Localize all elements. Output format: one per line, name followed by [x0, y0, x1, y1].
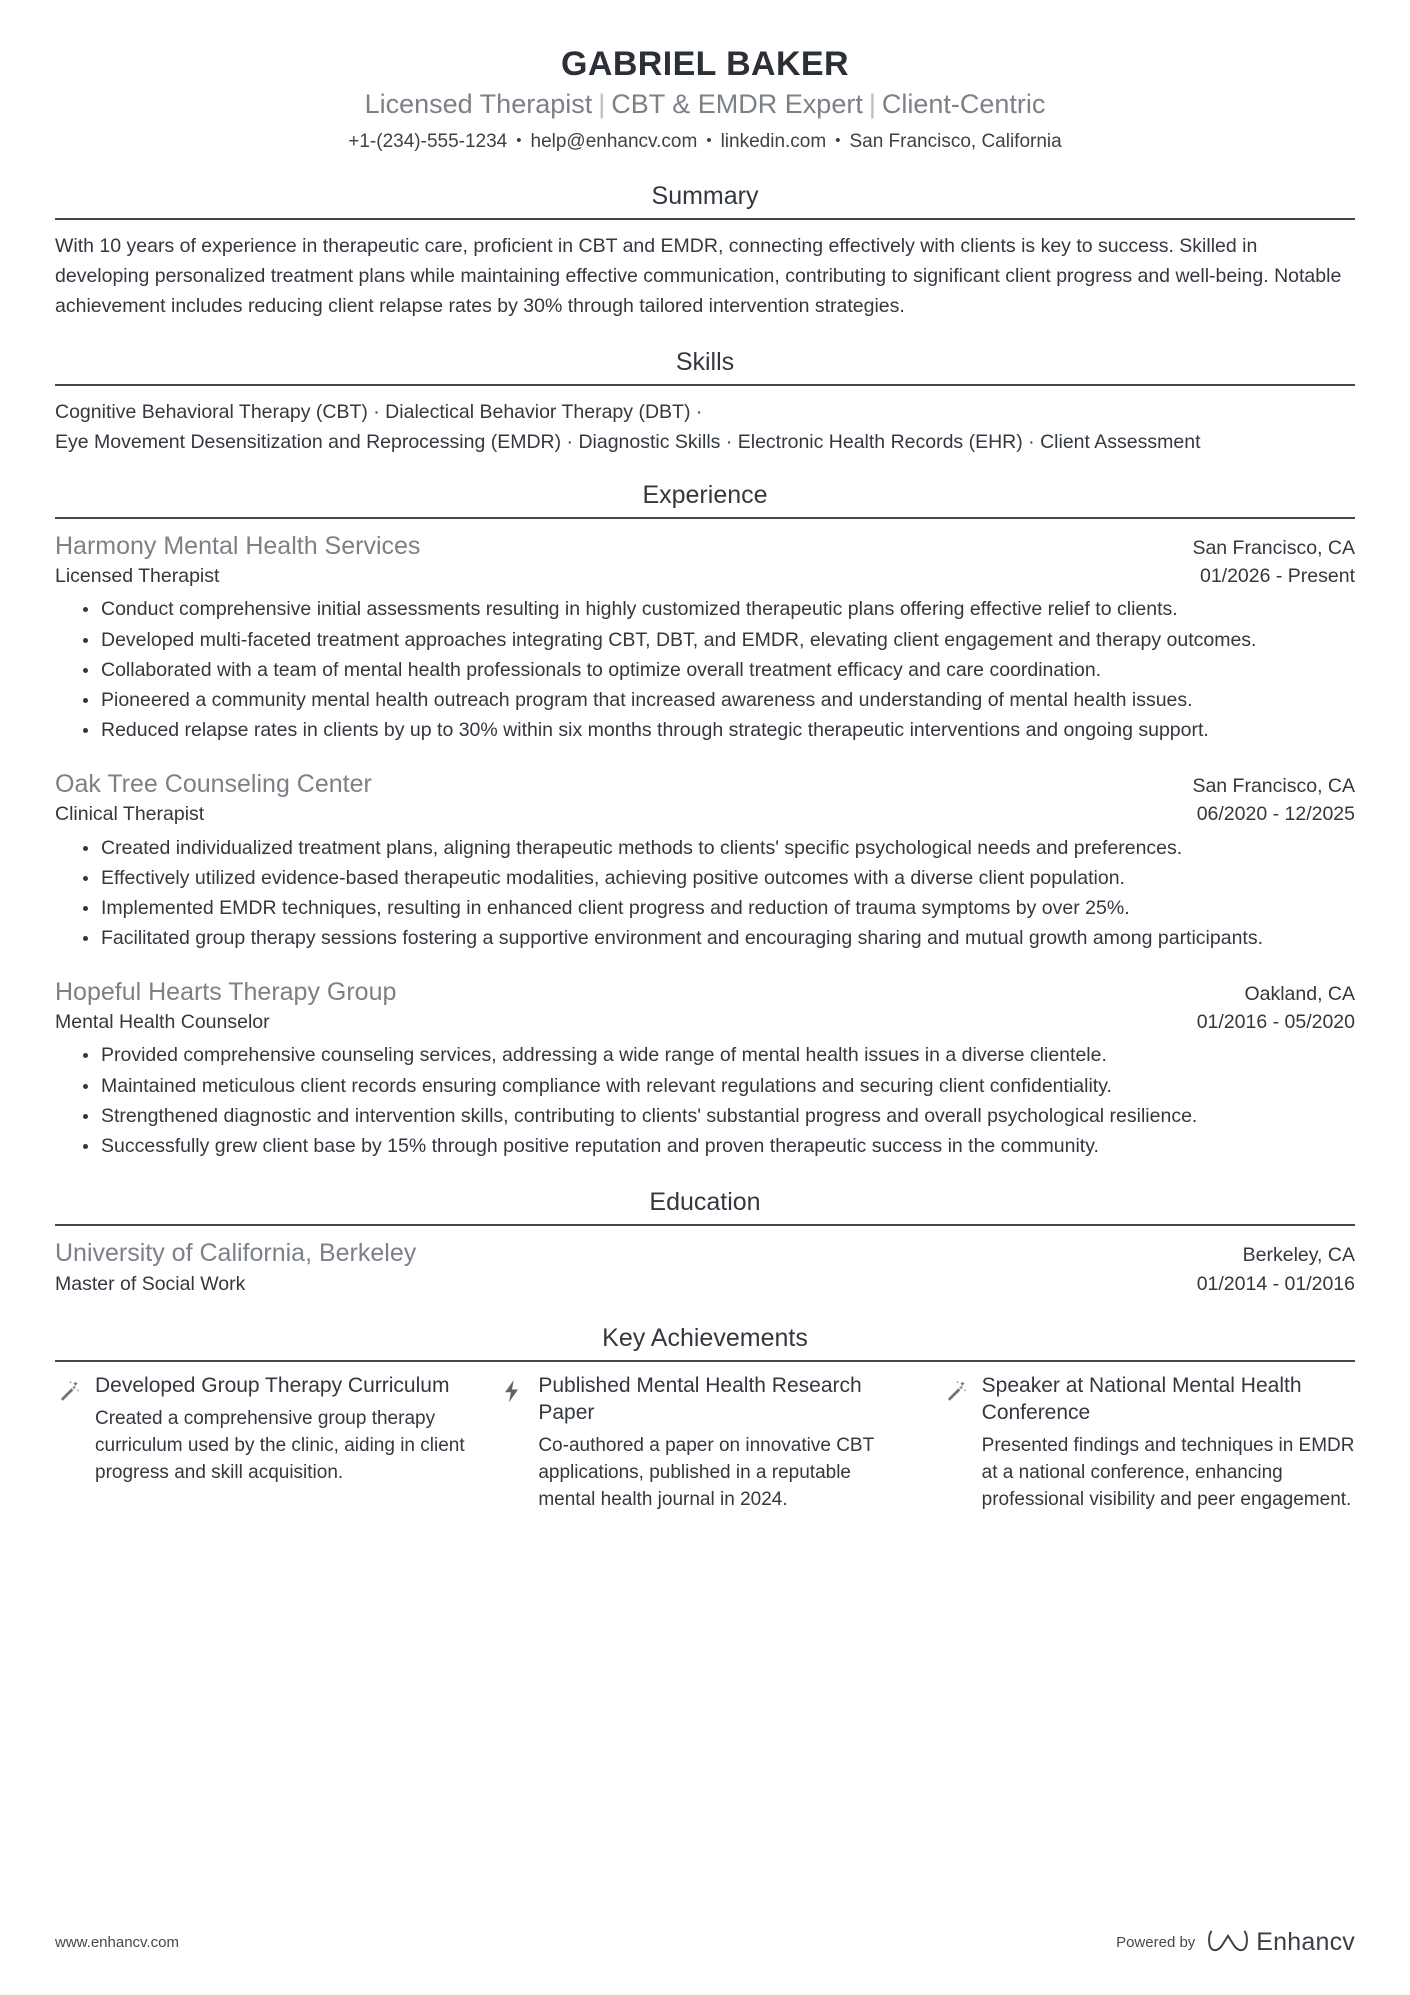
experience-dates: 06/2020 - 12/2025: [1196, 803, 1355, 826]
section-key-achievements: [55, 1323, 1355, 1514]
experience-role: Clinical Therapist: [55, 803, 205, 826]
contact-linkedin[interactable]: linkedin.com: [720, 130, 827, 152]
experience-bullet: Successfully grew client base by 15% through positive reputation and proven therapeutic success in the community.: [79, 1132, 1355, 1161]
resume-footer: [55, 1926, 1355, 1959]
key-achievement-item: [55, 1373, 468, 1514]
skills-line-2: Eye Movement Desensitization and Reprocessing (EMDR) · Diagnostic Skills · Electronic Health Records (EHR) · Client Assessment: [55, 431, 1201, 454]
experience-bullet-list: [55, 595, 1355, 745]
bullet-separator-icon: •: [706, 131, 712, 149]
headline-separator-icon: |: [868, 89, 876, 120]
section-experience: [55, 480, 1355, 1162]
experience-location: Oakland, CA: [1244, 982, 1355, 1005]
lightning-bolt-icon: [498, 1377, 526, 1405]
enhancv-brand: [1207, 1926, 1355, 1959]
enhancv-brand-name: Enhancv: [1256, 1928, 1355, 1956]
experience-bullet-list: [55, 834, 1355, 954]
key-achievements-grid: [55, 1373, 1355, 1514]
headline-separator-icon: |: [598, 89, 606, 120]
experience-bullet: Provided comprehensive counseling services, addressing a wide range of mental health issues in a diverse clientele.: [79, 1041, 1355, 1070]
key-achievement-description: Presented findings and techniques in EMDR at a national conference, enhancing professional visibility and peer engagement.: [981, 1434, 1355, 1510]
experience-role: Mental Health Counselor: [55, 1011, 270, 1034]
experience-bullet: Conduct comprehensive initial assessments resulting in highly customized therapeutic plans offering effective relief to clients.: [79, 595, 1355, 624]
footer-branding: [1116, 1926, 1355, 1959]
experience-entry: [55, 768, 1355, 954]
education-entry: [55, 1237, 1355, 1297]
experience-entry-header: [55, 976, 1355, 1009]
experience-entry-header: [55, 530, 1355, 563]
experience-organization: Harmony Mental Health Services: [55, 531, 421, 560]
experience-bullet-list: [55, 1041, 1355, 1161]
skills-line-1: Cognitive Behavioral Therapy (CBT) · Dialectical Behavior Therapy (DBT) ·: [55, 401, 703, 424]
education-entry-subheader: [55, 1271, 1355, 1297]
section-title-education: Education: [649, 1188, 761, 1217]
key-achievement-title: Published Mental Health Research Paper: [538, 1374, 862, 1425]
powered-by-label: Powered by: [1116, 1934, 1196, 1951]
headline-part-1: Licensed Therapist: [364, 89, 593, 120]
summary-text: With 10 years of experience in therapeutic care, proficient in CBT and EMDR, connecting effectively with clients is key to success. Skilled in developing personalized treatment plans while maintaining effective communication, contributing to significant client progress and well-being. Notable achievement includes reducing client relapse rates by 30% through tailored intervention strategies.: [55, 234, 1342, 317]
footer-website-url[interactable]: www.enhancv.com: [55, 1934, 179, 1951]
education-dates: 01/2014 - 01/2016: [1196, 1272, 1355, 1295]
experience-role: Licensed Therapist: [55, 565, 220, 588]
key-achievement-text: [982, 1373, 1355, 1514]
section-divider: [55, 1360, 1355, 1362]
experience-bullet: Developed multi-faceted treatment approaches integrating CBT, DBT, and EMDR, elevating client engagement and therapy outcomes.: [79, 626, 1355, 655]
key-achievement-title: Speaker at National Mental Health Conference: [981, 1374, 1302, 1425]
experience-location: San Francisco, CA: [1192, 774, 1355, 797]
experience-bullet: Facilitated group therapy sessions fostering a supportive environment and encouraging sharing and mutual growth among participants.: [79, 924, 1355, 953]
section-skills: [55, 347, 1355, 457]
experience-bullet: Effectively utilized evidence-based therapeutic modalities, achieving positive outcomes with a diverse client population.: [79, 864, 1355, 893]
contact-phone: +1-(234)-555-1234: [348, 130, 508, 152]
education-location: Berkeley, CA: [1242, 1244, 1355, 1267]
experience-bullet: Pioneered a community mental health outreach program that increased awareness and understanding of mental health issues.: [79, 686, 1355, 715]
experience-dates: 01/2016 - 05/2020: [1196, 1011, 1355, 1034]
contact-line: [55, 130, 1355, 155]
skills-body: [55, 397, 1355, 457]
experience-dates: 01/2026 - Present: [1199, 565, 1355, 588]
key-achievement-description: Created a comprehensive group therapy curriculum used by the clinic, aiding in client progress and skill acquisition.: [95, 1408, 465, 1483]
key-achievement-title: Developed Group Therapy Curriculum: [95, 1374, 450, 1398]
key-achievement-text: [95, 1373, 468, 1487]
resume-header: [55, 44, 1355, 155]
headline-part-3: Client-Centric: [881, 89, 1046, 120]
contact-location: San Francisco, California: [849, 130, 1062, 152]
education-institution: University of California, Berkeley: [55, 1239, 417, 1268]
experience-bullet: Maintained meticulous client records ensuring compliance with relevant regulations and securing client confidentiality.: [79, 1072, 1355, 1101]
experience-entry-subheader: [55, 563, 1355, 589]
section-divider: [55, 1224, 1355, 1226]
experience-organization: Oak Tree Counseling Center: [55, 769, 372, 798]
experience-location: San Francisco, CA: [1192, 536, 1355, 559]
section-title-skills: Skills: [675, 348, 735, 377]
experience-bullet: Implemented EMDR techniques, resulting in enhanced client progress and reduction of trauma symptoms by over 25%.: [79, 894, 1355, 923]
experience-organization: Hopeful Hearts Therapy Group: [55, 977, 397, 1006]
candidate-headline: [55, 88, 1355, 122]
key-achievement-description: Co-authored a paper on innovative CBT applications, published in a reputable mental health journal in 2024.: [538, 1434, 874, 1510]
experience-entry-subheader: [55, 801, 1355, 827]
bullet-separator-icon: •: [835, 131, 841, 149]
key-achievement-item: [942, 1373, 1355, 1514]
enhancv-logo-icon: [1207, 1926, 1249, 1959]
section-divider: [55, 517, 1355, 519]
contact-email[interactable]: help@enhancv.com: [530, 130, 698, 152]
summary-body: [55, 231, 1355, 322]
section-title-experience: Experience: [642, 480, 768, 509]
section-divider: [55, 384, 1355, 386]
key-achievement-item: [498, 1373, 911, 1514]
section-divider: [55, 218, 1355, 220]
education-entry-header: [55, 1237, 1355, 1270]
experience-entry-subheader: [55, 1009, 1355, 1035]
experience-bullet: Collaborated with a team of mental health professionals to optimize overall treatment efficacy and care coordination.: [79, 656, 1355, 685]
section-title-key-achievements: Key Achievements: [602, 1324, 808, 1353]
experience-entry: [55, 530, 1355, 746]
section-summary: [55, 181, 1355, 322]
education-degree: Master of Social Work: [55, 1272, 246, 1295]
experience-bullet: Created individualized treatment plans, aligning therapeutic methods to clients' specific psychological needs and preferences.: [79, 834, 1355, 863]
headline-part-2: CBT & EMDR Expert: [611, 89, 863, 120]
section-education: [55, 1187, 1355, 1297]
candidate-name: GABRIEL BAKER: [561, 45, 849, 83]
magic-wand-icon: [942, 1377, 970, 1405]
section-title-summary: Summary: [651, 181, 759, 210]
experience-entry-header: [55, 768, 1355, 801]
experience-entry: [55, 976, 1355, 1162]
bullet-separator-icon: •: [516, 131, 522, 149]
experience-bullet: Reduced relapse rates in clients by up to 30% within six months through strategic therapeutic interventions and ongoing support.: [79, 716, 1355, 745]
magic-wand-icon: [55, 1377, 83, 1405]
experience-bullet: Strengthened diagnostic and intervention skills, contributing to clients' substantial progress and overall psychological resilience.: [79, 1102, 1355, 1131]
key-achievement-text: [538, 1373, 911, 1514]
